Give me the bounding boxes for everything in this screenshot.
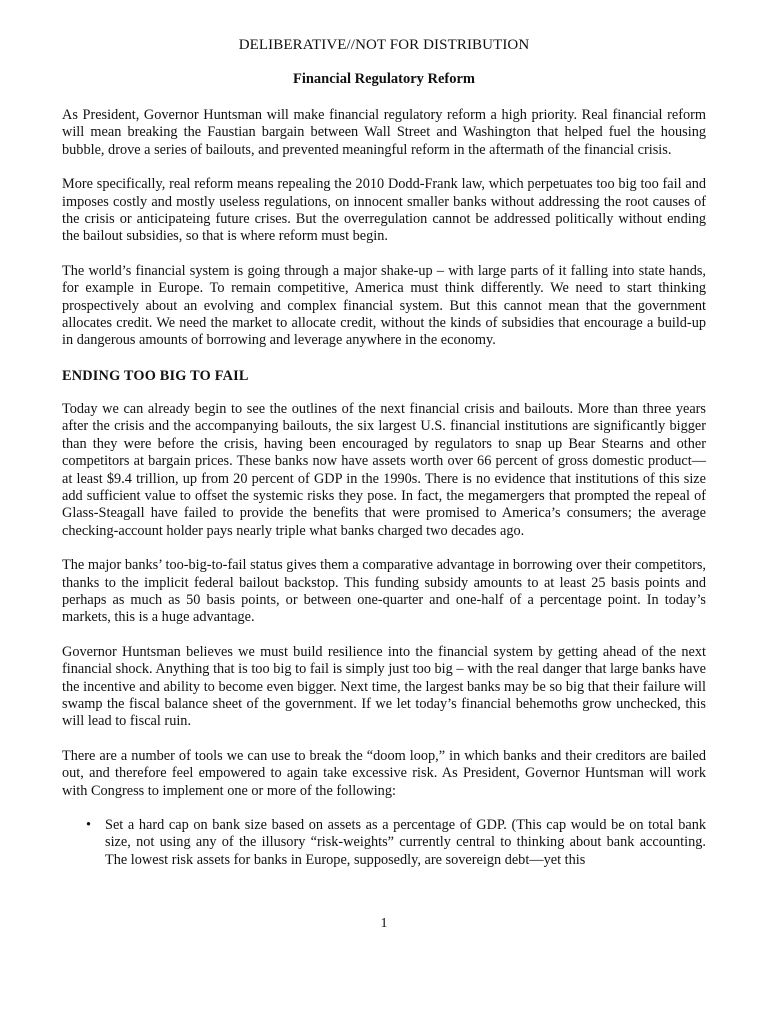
section-paragraph-2: The major banks’ too-big-to-fail status gives them a comparative advantage in borrowing over their competitors, thanks to the implicit federal bailout backstop. This funding subsidy amounts to at least 25 basis points and perhaps as much as 50 basis points, or between one-quarter and one-half of a percentage point. In today’s markets, this is a huge advantage. bbox=[62, 557, 706, 626]
classification-header: DELIBERATIVE//NOT FOR DISTRIBUTION bbox=[238, 37, 530, 53]
document-page bbox=[62, 36, 706, 869]
intro-paragraph-3: The world’s financial system is going through a major shake-up – with large parts of it falling into state hands, for example in Europe. To remain competitive, America must think differently. We need to start thinking prospectively about an evolving and complex financial system. But this cannot mean that the government allocates credit. We need the market to allocate credit, without the kinds of subsidies that encourage a build-up in dangerous amounts of borrowing and leverage anywhere in the economy. bbox=[62, 262, 706, 349]
page-number: 1 bbox=[380, 916, 388, 931]
section-paragraph-4: There are a number of tools we can use to break the “doom loop,” in which banks and their creditors are bailed out, and therefore feel empowered to again take excessive risk. As President, Governor Huntsman will work with Congress to implement one or more of the following: bbox=[62, 747, 706, 799]
bullet-list bbox=[62, 817, 706, 869]
bullet-text: Set a hard cap on bank size based on assets as a percentage of GDP. (This cap would be on total bank size, not using any of the illusory “risk-weights” currently central to thinking about bank accounting. The lowest risk assets for banks in Europe, supposedly, are sovereign debt—yet this bbox=[105, 817, 706, 868]
section-paragraph-3: Governor Huntsman believes we must build resilience into the financial system by getting ahead of the next financial shock. Anything that is too big to fail is simply just too big – with the real danger that large banks have the incentive and ability to become even bigger. Next time, the largest banks may be so big that their failure will swamp the fiscal balance sheet of the government. If we let today’s financial behemoths grow unchecked, this will lead to fiscal ruin. bbox=[62, 643, 706, 730]
document-title: Financial Regulatory Reform bbox=[292, 71, 476, 87]
section-heading: ENDING TOO BIG TO FAIL bbox=[62, 367, 249, 384]
intro-paragraph-1: As President, Governor Huntsman will make financial regulatory reform a high priority. Real financial reform will mean breaking the Faustian bargain between Wall Street and Washington that helped fuel the housing bubble, drove a series of bailouts, and prevented meaningful reform in the aftermath of the financial crisis. bbox=[62, 107, 706, 158]
section-paragraph-1: Today we can already begin to see the outlines of the next financial crisis and bailouts. More than three years after the crisis and the accompanying bailouts, the six largest U.S. financial institutions are significantly bigger than they were before the crisis, having been encouraged by regulators to snap up Bear Stearns and other competitors at bargain prices. These banks now have assets worth over 66 percent of gross domestic product—at least $9.4 trillion, up from 20 percent of GDP in the 1990s. There is no evidence that institutions of this size add sufficient value to offset the systemic risks they pose. In fact, the megamergers that prompted the repeal of Glass-Steagall have failed to provide the benefits that were promised to America’s consumers; the average checking-account holder pays nearly triple what banks charged two decades ago. bbox=[62, 400, 706, 539]
bullet-icon: • bbox=[86, 817, 92, 833]
list-item bbox=[86, 817, 706, 869]
intro-paragraph-2: More specifically, real reform means repealing the 2010 Dodd-Frank law, which perpetuates too big too fail and imposes costly and mostly useless regulations, on innocent smaller banks without addressing the root causes of the crisis or anticipateing future crises. But the overregulation cannot be addressed politically without ending the bailout subsidies, so that is where reform must begin. bbox=[62, 176, 706, 245]
